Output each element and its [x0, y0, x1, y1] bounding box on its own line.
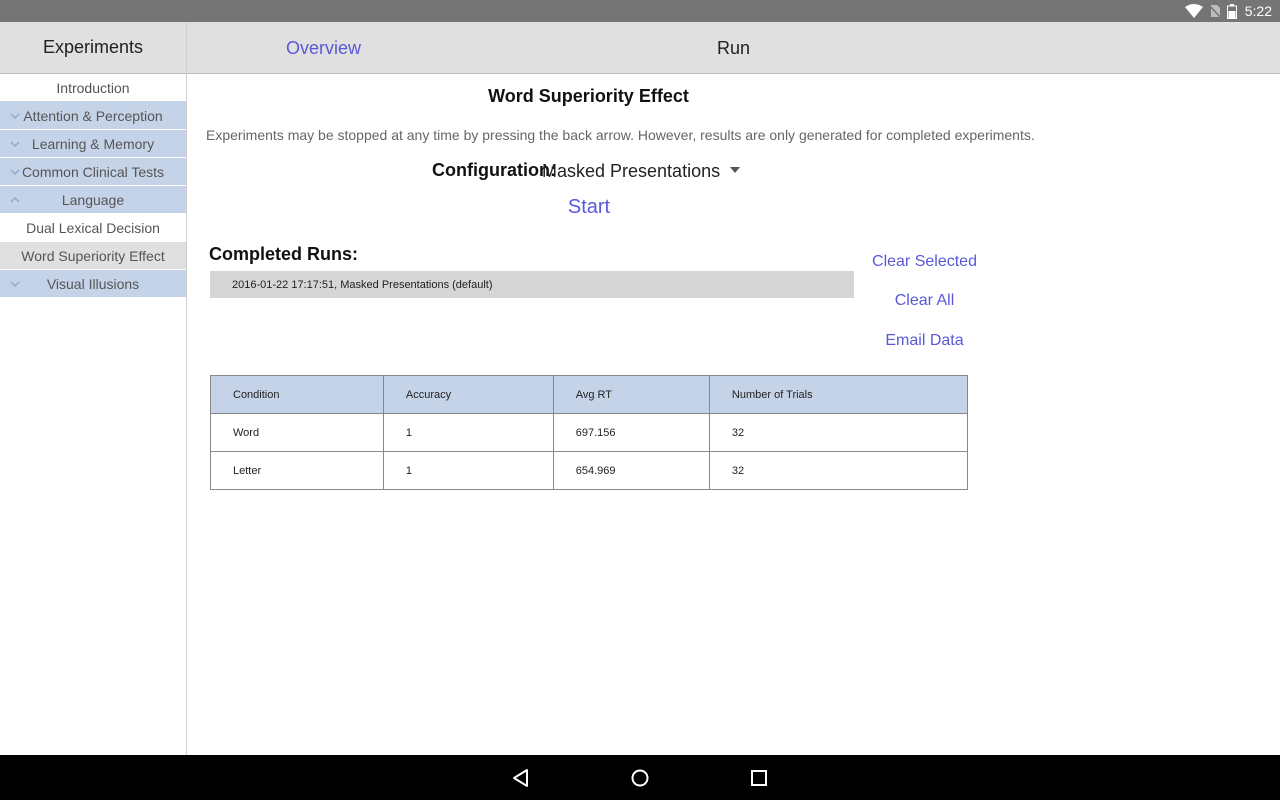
status-icons [1185, 2, 1272, 20]
table-cell: Word [211, 414, 384, 452]
wifi-icon [1185, 4, 1203, 18]
column-header-condition: Condition [211, 376, 384, 414]
table-row [211, 414, 968, 452]
table-header-row [211, 376, 968, 414]
email-data-button[interactable]: Email Data [885, 332, 964, 349]
sidebar-item-label: Introduction [56, 79, 130, 96]
sidebar-item-label: Dual Lexical Decision [26, 219, 160, 236]
dropdown-arrow-icon[interactable] [730, 167, 740, 173]
chevron-down-icon [9, 110, 21, 122]
table-cell: 1 [383, 452, 553, 490]
table-cell: Letter [211, 452, 384, 490]
configuration-label: Configuration: [432, 160, 556, 180]
instructions-text: Experiments may be stopped at any time by pressing the back arrow. However, results are only generated for completed experiments. [206, 127, 1035, 143]
sidebar-item-word-superiority-effect[interactable] [0, 242, 186, 270]
sidebar-item-label: Visual Illusions [46, 275, 140, 292]
sidebar-item-visual-illusions[interactable] [0, 270, 186, 298]
sidebar-item-dual-lexical-decision[interactable] [0, 214, 186, 242]
status-bar [0, 0, 1280, 22]
clear-selected-button[interactable]: Clear Selected [872, 253, 977, 270]
sidebar-item-label: Word Superiority Effect [21, 247, 165, 264]
sidebar-item-label: Attention & Perception [23, 107, 163, 124]
sidebar-item-common-clinical-tests[interactable] [0, 158, 186, 186]
chevron-up-icon [9, 194, 21, 206]
top-tab-bar [187, 22, 1280, 74]
tab-run[interactable]: Run [716, 37, 751, 58]
home-icon[interactable] [629, 767, 651, 789]
configuration-dropdown[interactable] [542, 158, 747, 184]
configuration-value: Masked Presentations [542, 160, 721, 181]
page-title: Word Superiority Effect [488, 86, 689, 106]
sidebar-item-label: Learning & Memory [31, 135, 155, 152]
completed-runs-heading: Completed Runs: [209, 244, 359, 264]
sidebar-item-introduction[interactable] [0, 74, 186, 102]
recents-icon[interactable] [748, 767, 770, 789]
tab-overview[interactable]: Overview [285, 37, 361, 58]
table-row [211, 452, 968, 490]
completed-runs-list [210, 271, 854, 371]
battery-icon [1227, 4, 1237, 19]
table-cell: 32 [709, 414, 967, 452]
column-header-number-of-trials: Number of Trials [709, 376, 967, 414]
table-cell: 654.969 [553, 452, 709, 490]
sidebar-item-attention-perception[interactable] [0, 102, 186, 130]
run-list-item[interactable]: 2016-01-22 17:17:51, Masked Presentations (default) [210, 271, 854, 298]
sidebar [0, 22, 187, 755]
chevron-down-icon [9, 138, 21, 150]
status-time: 5:22 [1244, 3, 1272, 19]
table-cell: 697.156 [553, 414, 709, 452]
sidebar-item-learning-memory[interactable] [0, 130, 186, 158]
results-table [210, 375, 968, 490]
navigation-bar [0, 755, 1280, 800]
sidebar-item-label: Common Clinical Tests [21, 163, 165, 180]
sidebar-item-label: Language [61, 191, 125, 208]
main-content [187, 74, 1280, 755]
clear-all-button[interactable]: Clear All [894, 292, 955, 309]
table-cell: 32 [709, 452, 967, 490]
column-header-avg-rt: Avg RT [553, 376, 709, 414]
start-button[interactable]: Start [567, 196, 611, 218]
sidebar-title: Experiments [0, 22, 186, 74]
column-header-accuracy: Accuracy [383, 376, 553, 414]
chevron-down-icon [9, 166, 21, 178]
sidebar-item-language[interactable] [0, 186, 186, 214]
back-icon[interactable] [510, 767, 532, 789]
no-sim-icon [1209, 4, 1221, 18]
chevron-down-icon [9, 278, 21, 290]
table-cell: 1 [383, 414, 553, 452]
